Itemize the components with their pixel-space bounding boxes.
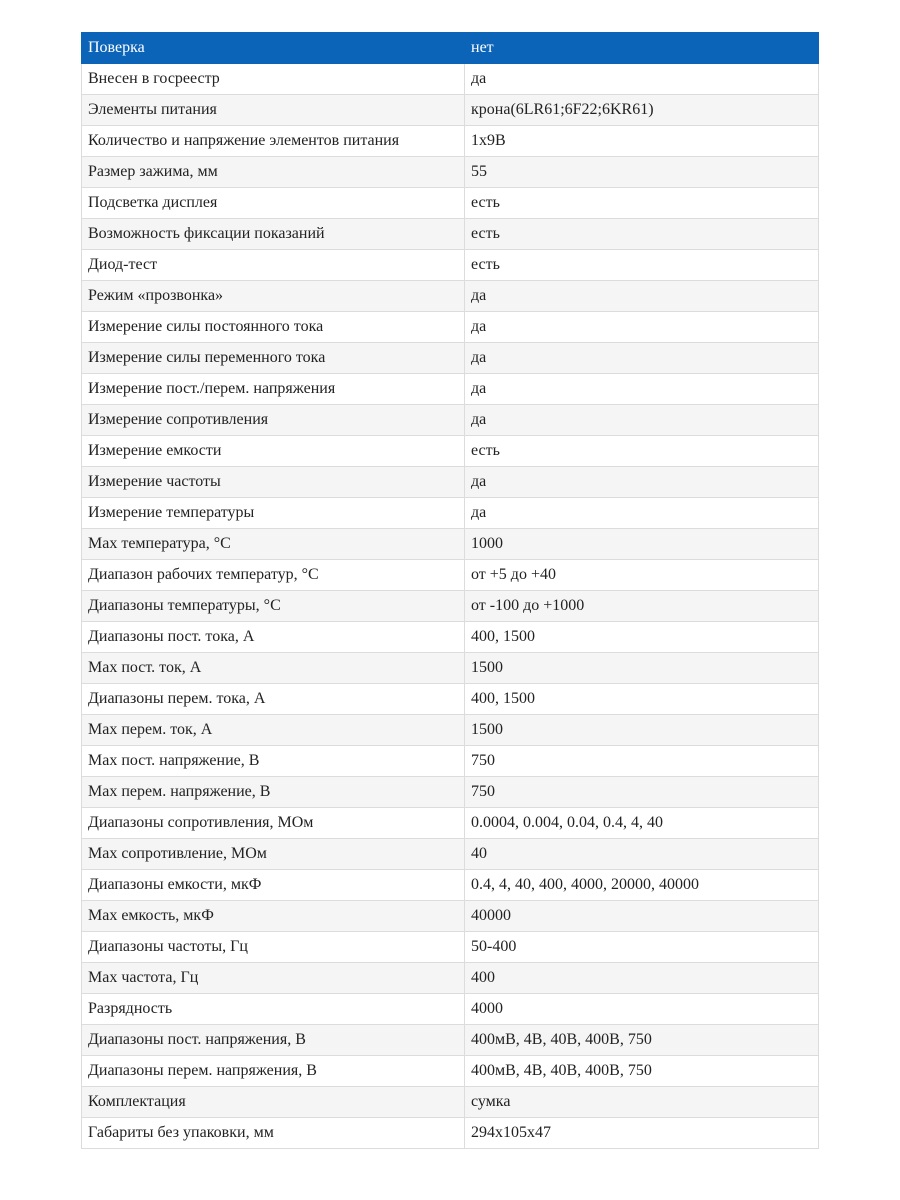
header-value-cell: нет xyxy=(465,33,819,64)
spec-label: Разрядность xyxy=(82,994,465,1025)
spec-row xyxy=(82,1056,819,1087)
spec-value: 1x9В xyxy=(465,126,819,157)
spec-row xyxy=(82,529,819,560)
spec-row xyxy=(82,219,819,250)
spec-label: Габариты без упаковки, мм xyxy=(82,1118,465,1149)
spec-label: Измерение емкости xyxy=(82,436,465,467)
spec-value: 400, 1500 xyxy=(465,622,819,653)
spec-label: Измерение силы переменного тока xyxy=(82,343,465,374)
spec-value: 0.0004, 0.004, 0.04, 0.4, 4, 40 xyxy=(465,808,819,839)
spec-label: Измерение пост./перем. напряжения xyxy=(82,374,465,405)
spec-label: Max пост. ток, А xyxy=(82,653,465,684)
spec-row xyxy=(82,126,819,157)
spec-value: 750 xyxy=(465,746,819,777)
spec-value: да xyxy=(465,374,819,405)
spec-value: есть xyxy=(465,188,819,219)
spec-row xyxy=(82,405,819,436)
spec-value: да xyxy=(465,312,819,343)
spec-label: Диапазоны емкости, мкФ xyxy=(82,870,465,901)
spec-row xyxy=(82,157,819,188)
spec-value: да xyxy=(465,498,819,529)
spec-label: Измерение силы постоянного тока xyxy=(82,312,465,343)
spec-value: 40000 xyxy=(465,901,819,932)
spec-value: сумка xyxy=(465,1087,819,1118)
spec-value: 1500 xyxy=(465,653,819,684)
spec-value: есть xyxy=(465,219,819,250)
spec-row xyxy=(82,715,819,746)
spec-label: Диапазоны сопротивления, МОм xyxy=(82,808,465,839)
spec-label: Элементы питания xyxy=(82,95,465,126)
spec-value: 50-400 xyxy=(465,932,819,963)
spec-label: Max частота, Гц xyxy=(82,963,465,994)
header-label-cell: Поверка xyxy=(82,33,465,64)
spec-row xyxy=(82,64,819,95)
spec-value: от -100 до +1000 xyxy=(465,591,819,622)
spec-row xyxy=(82,343,819,374)
spec-label: Режим «прозвонка» xyxy=(82,281,465,312)
spec-row xyxy=(82,467,819,498)
spec-value: 294x105x47 xyxy=(465,1118,819,1149)
spec-label: Диапазон рабочих температур, °С xyxy=(82,560,465,591)
spec-row xyxy=(82,963,819,994)
spec-label: Измерение частоты xyxy=(82,467,465,498)
spec-value: 750 xyxy=(465,777,819,808)
spec-label: Внесен в госреестр xyxy=(82,64,465,95)
spec-label: Диапазоны частоты, Гц xyxy=(82,932,465,963)
spec-label: Измерение сопротивления xyxy=(82,405,465,436)
spec-value: 400 xyxy=(465,963,819,994)
spec-value: 1500 xyxy=(465,715,819,746)
spec-row xyxy=(82,1087,819,1118)
spec-value: есть xyxy=(465,436,819,467)
spec-label: Диапазоны пост. тока, А xyxy=(82,622,465,653)
spec-value: да xyxy=(465,405,819,436)
spec-value: 0.4, 4, 40, 400, 4000, 20000, 40000 xyxy=(465,870,819,901)
spec-row xyxy=(82,436,819,467)
spec-label: Размер зажима, мм xyxy=(82,157,465,188)
spec-label: Возможность фиксации показаний xyxy=(82,219,465,250)
spec-value: от +5 до +40 xyxy=(465,560,819,591)
spec-row xyxy=(82,188,819,219)
spec-row xyxy=(82,901,819,932)
spec-value: 40 xyxy=(465,839,819,870)
spec-label: Max температура, °С xyxy=(82,529,465,560)
spec-row xyxy=(82,498,819,529)
spec-row xyxy=(82,839,819,870)
spec-value: да xyxy=(465,64,819,95)
spec-value: есть xyxy=(465,250,819,281)
spec-value: 1000 xyxy=(465,529,819,560)
spec-label: Диапазоны перем. напряжения, В xyxy=(82,1056,465,1087)
spec-value: 400, 1500 xyxy=(465,684,819,715)
spec-value: 4000 xyxy=(465,994,819,1025)
spec-label: Диапазоны температуры, °С xyxy=(82,591,465,622)
spec-label: Комплектация xyxy=(82,1087,465,1118)
spec-value: да xyxy=(465,343,819,374)
spec-value: да xyxy=(465,281,819,312)
spec-row xyxy=(82,560,819,591)
spec-row xyxy=(82,777,819,808)
specs-header-row xyxy=(82,33,819,64)
spec-row xyxy=(82,1118,819,1149)
spec-row xyxy=(82,653,819,684)
spec-row xyxy=(82,312,819,343)
spec-label: Диод-тест xyxy=(82,250,465,281)
spec-row xyxy=(82,994,819,1025)
spec-value: крона(6LR61;6F22;6KR61) xyxy=(465,95,819,126)
spec-row xyxy=(82,746,819,777)
spec-label: Диапазоны пост. напряжения, В xyxy=(82,1025,465,1056)
spec-row xyxy=(82,1025,819,1056)
spec-label: Max перем. ток, А xyxy=(82,715,465,746)
spec-label: Диапазоны перем. тока, А xyxy=(82,684,465,715)
spec-row xyxy=(82,591,819,622)
spec-label: Количество и напряжение элементов питания xyxy=(82,126,465,157)
spec-row xyxy=(82,281,819,312)
spec-row xyxy=(82,95,819,126)
spec-row xyxy=(82,684,819,715)
spec-row xyxy=(82,932,819,963)
spec-row xyxy=(82,250,819,281)
spec-label: Max пост. напряжение, В xyxy=(82,746,465,777)
spec-label: Подсветка дисплея xyxy=(82,188,465,219)
specs-table xyxy=(81,32,819,1149)
spec-row xyxy=(82,808,819,839)
spec-label: Max емкость, мкФ xyxy=(82,901,465,932)
spec-row xyxy=(82,374,819,405)
spec-row xyxy=(82,870,819,901)
spec-value: 55 xyxy=(465,157,819,188)
spec-row xyxy=(82,622,819,653)
spec-label: Max перем. напряжение, В xyxy=(82,777,465,808)
spec-value: 400мВ, 4В, 40В, 400В, 750 xyxy=(465,1025,819,1056)
spec-label: Измерение температуры xyxy=(82,498,465,529)
spec-label: Max сопротивление, МОм xyxy=(82,839,465,870)
spec-value: да xyxy=(465,467,819,498)
spec-value: 400мВ, 4В, 40В, 400В, 750 xyxy=(465,1056,819,1087)
